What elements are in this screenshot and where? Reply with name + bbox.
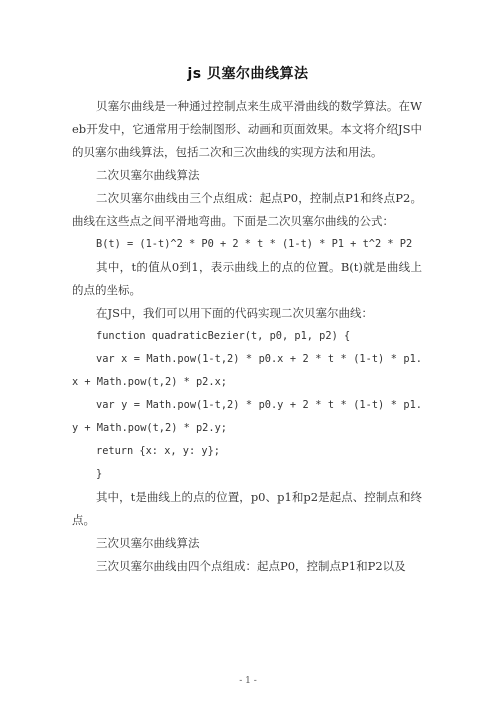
code-line-return: return {x: x, y: y}; [96,445,220,457]
page-number: - 1 - [239,676,257,686]
document-body [72,95,422,578]
code-line-x: var x = Math.pow(1-t,2) * p0.x + 2 * t * (1-t) * p1.x + Math.pow(t,2) * p2.x; [72,353,422,388]
paragraph-params-explanation: 其中，t是曲线上的点的位置，p0、p1和p2是起点、控制点和终点。 [72,490,422,527]
paragraph-cubic-description: 三次贝塞尔曲线由四个点组成：起点P0，控制点P1和P2以及 [96,559,406,573]
document-title: js 贝塞尔曲线算法 [187,66,309,82]
code-line-y: var y = Math.pow(1-t,2) * p0.y + 2 * t * (1-t) * p1.y + Math.pow(t,2) * p2.y; [72,399,422,434]
code-line-close: } [96,468,103,480]
paragraph-code-intro: 在JS中，我们可以用下面的代码实现二次贝塞尔曲线： [96,306,373,320]
paragraph-quadratic-description: 二次贝塞尔曲线由三个点组成：起点P0，控制点P1和终点P2。曲线在这些点之间平滑地弯曲。下面是二次贝塞尔曲线的公式： [72,191,422,228]
section-heading-quadratic: 二次贝塞尔曲线算法 [96,168,200,182]
paragraph-formula-explanation: 其中，t的值从0到1，表示曲线上的点的位置。B(t)就是曲线上的点的坐标。 [72,260,422,297]
section-heading-cubic: 三次贝塞尔曲线算法 [96,536,200,550]
formula-quadratic: B(t) = (1-t)^2 * P0 + 2 * t * (1-t) * P1 + t^2 * P2 [96,238,413,250]
paragraph-intro: 贝塞尔曲线是一种通过控制点来生成平滑曲线的数学算法。在Web开发中，它通常用于绘制图形、动画和页面效果。本文将介绍JS中的贝塞尔曲线算法，包括二次和三次曲线的实现方法和用法。 [72,99,422,159]
code-line-function: function quadraticBezier(t, p0, p1, p2) { [96,330,351,342]
